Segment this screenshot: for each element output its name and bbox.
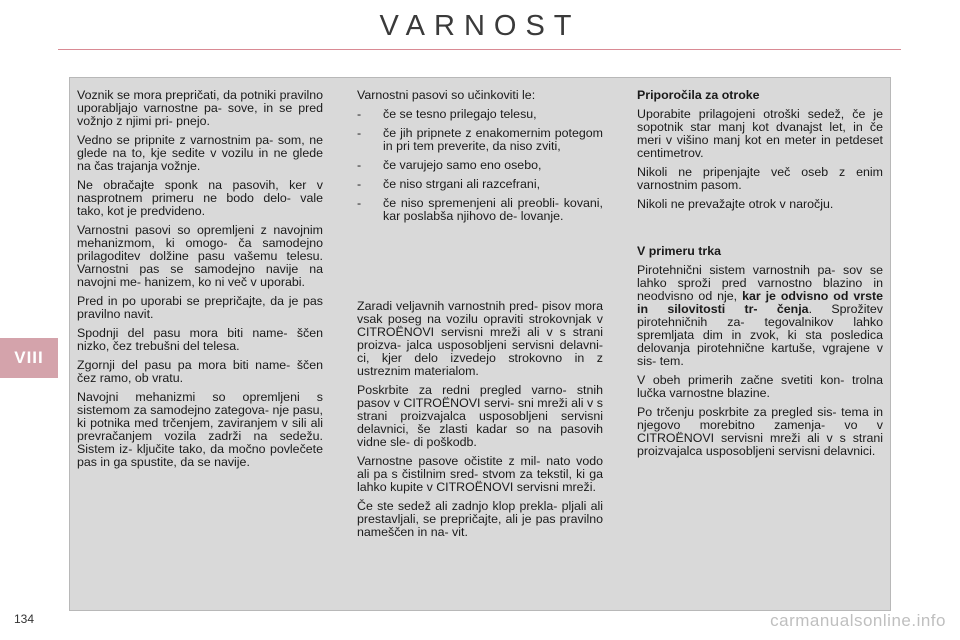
paragraph: Zaradi veljavnih varnostnih pred- pisov mora vsak poseg na vozilu opraviti strokovnjak v CITROËNOVI servisni mreži ali v s strani proizva- jalca usposobljeni servisni delavni- ci, kjer delo izvedejo strokovno in z ustreznim materialom. [357,299,603,378]
paragraph: Poskrbite za redni pregled varno- stnih pasov v CITROËNOVI servi- sni mreži ali v s strani proizvajalca usposobljeni servisni delavnici, še zlasti kadar so na pasovih vidne sle- di poškodb. [357,383,603,449]
paragraph: Navojni mehanizmi so opremljeni s sistemom za samodejno zategova- nje pasu, ki potnika med trčenjem, zaviranjem v sili ali prevračanjem vozila zadrži na sedežu. Sistem iz- ključite tako, da močno povlečete pas in ga spustite, da se navije. [77,390,323,469]
content-panel [69,77,891,611]
text-run: Pirotehnični sistem varnostnih pa- sov se lahko sproži pred varnostno blazino in neodvisno od nje, [637,263,883,303]
paragraph: Varnostne pasove očistite z mil- nato vodo ali pa s čistilnim sred- stvom za tekstil, ki ga lahko kupite v CITROËNOVI servisni mreži. [357,454,603,494]
page-title: VARNOST [379,10,581,42]
text-run: . Sprožitev pirotehničnih za- tegovalnikov lahko spremljata dim in zvok, ki sta posledica delovanja pirotehnične kartuše, vgrajene v sis- tem. [637,302,883,368]
bold-text: kar je odvisno od vrste in silovitosti tr- čenja [637,289,883,316]
paragraph: Spodnji del pasu mora biti name- ščen nizko, čez trebušni del telesa. [77,326,323,353]
page-number: 134 [14,612,35,626]
paragraph: Če ste sedež ali zadnjo klop prekla- pljali ali prestavljali, se prepričajte, ali je pas pravilno nameščen in na- vit. [357,499,603,539]
paragraph: Pred in po uporabi se prepričajte, da je pas pravilno navit. [77,294,323,321]
column-3 [637,89,883,464]
list-item: - če niso strgani ali razcefrani, [357,178,603,191]
list-intro: Varnostni pasovi so učinkoviti le: [357,88,536,102]
title-divider [58,49,901,50]
section-heading-children: Priporočila za otroke [637,88,760,102]
column-2 [357,89,603,545]
spacer [357,229,603,300]
spacer [637,217,883,245]
conditions-list [357,108,603,223]
list-item: - če se tesno prilegajo telesu, [357,108,603,121]
paragraph: Nikoli ne pripenjajte več oseb z enim varnostnim pasom. [637,165,883,192]
list-item: - če varujejo samo eno osebo, [357,159,603,172]
paragraph: Varnostni pasovi so opremljeni z navojnim mehanizmom, ki omogo- ča samodejno prilagoditev dolžine pasu vašemu telesu. Varnostni pas se samodejno navije na navojni me- hanizem, ko ni več v uporabi. [77,223,323,289]
paragraph: V obeh primerih začne svetiti kon- trolna lučka varnostne blazine. [637,373,883,400]
paragraph: Ne obračajte sponk na pasovih, ker v nasprotnem primeru ne bodo delo- vale tako, kot je predvideno. [77,178,323,218]
column-1 [77,89,323,475]
watermark: carmanualsonline.info [770,611,946,630]
paragraph: Zgornji del pasu pa mora biti name- ščen čez ramo, ob vratu. [77,358,323,385]
paragraph: Voznik se mora prepričati, da potniki pravilno uporabljajo varnostne pa- sove, in se pred vožnjo z njimi pri- pnejo. [77,88,323,128]
paragraph: Vedno se pripnite z varnostnim pa- som, ne glede na to, kje sedite v vozilu in ne glede na čas trajanja vožnje. [77,133,323,173]
paragraph: Po trčenju poskrbite za pregled sis- tema in njegovo morebitno zamenja- vo v CITROËNOVI servisni mreži ali v s strani proizvajalca usposobljeni servisni delavnici. [637,405,883,458]
paragraph: Nikoli ne prevažajte otrok v naročju. [637,197,834,211]
section-heading-collision: V primeru trka [637,244,722,258]
paragraph: Uporabite prilagojeni otroški sedež, če je sopotnik star manj kot dvanajst let, in če meri v višino manj kot en meter in petdeset centimetrov. [637,107,883,160]
paragraph [637,264,883,368]
list-item: - če niso spremenjeni ali preobli- kovani, kar poslabša njihovo de- lovanje. [357,197,603,223]
list-item: - če jih pripnete z enakomernim potegom in pri tem preverite, da niso zviti, [357,127,603,153]
chapter-tab: VIII [0,338,58,378]
